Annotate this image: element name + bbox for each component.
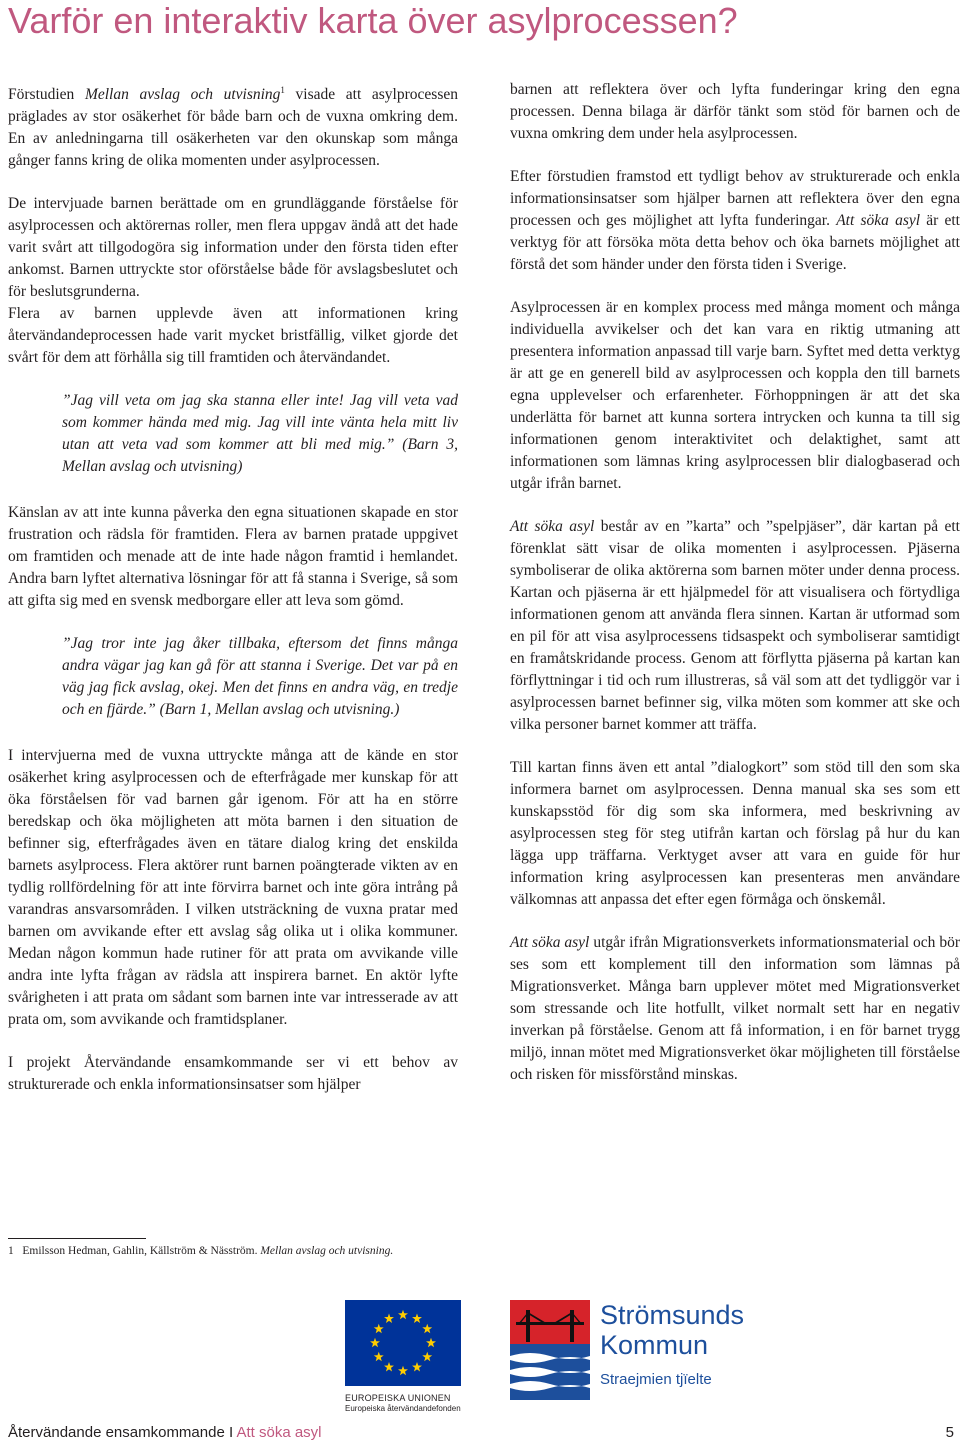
text-run: är ett verktyg för att försöka möta detta behov och öka barnets möjlighet att förstå det som händer under den första tiden i Sverige.: [510, 212, 960, 273]
paragraph-return-information: Flera av barnen upplevde även att informationen kring återvändandeprocessen hade varit mycket bristfällig, vilket gjorde det svårt för dem att förhålla sig till framtiden och återvändandet.: [8, 305, 458, 367]
footer-publication: Återvändande ensamkommande: [8, 1424, 225, 1441]
text-run: visade att asylprocessen präglades av stor osäkerhet för både barn och de vuxna omkring dem. En av anledningarna till osäkerheten var den okunskap som många gånger fanns kring de olika momenten under asylprocessen.: [8, 86, 458, 170]
paragraph-intro: [8, 79, 458, 172]
eu-logo-line2: Europeiska återvändandefonden: [345, 1404, 461, 1413]
right-column: [510, 79, 960, 1107]
quote-child-1: ”Jag tror inte jag åker tillbaka, eftersom det finns många andra vägar jag kan gå för att stanna i Sverige. Det var på en väg jag fick avslag, okej. Men det finns en andra väg, en tredje och en fjärde.” (Barn 1, Mellan avslag och utvisning.): [62, 635, 458, 719]
paragraph-migrationsverket: [510, 932, 960, 1086]
tool-name: Att söka asyl: [836, 212, 921, 229]
left-column: [8, 79, 458, 1117]
footnote-authors: Emilsson Hedman, Gahlin, Källström & Näsström.: [22, 1245, 261, 1257]
footnote-number: 1: [8, 1245, 14, 1257]
footnote-work-title: Mellan avslag och utvisning.: [260, 1245, 394, 1257]
eu-flag-icon: [345, 1300, 461, 1386]
quote-child-3: ”Jag vill veta om jag ska stanna eller inte! Jag vill veta vad som kommer hända med mig. Jag vill inte vänta hela mitt liv utan att veta vad som kommer att bli med mig.” (Barn 3, Mellan avslag och utvisning): [62, 392, 458, 476]
paragraph-complex-process: Asylprocessen är en komplex process med många moment och många individuella avvikelser och det kan vara en riktig utmaning att presentera information anpassad till varje barn. Syftet med detta verktyg är att ge en generell bild av asylprocessen och koppla den till barnets egna upplevelser och erfarenheter. Förhoppningen är att det ska underlätta för barnet att kunna sortera intrycken och kunna ta till sig informationen genom interaktivitet och delaktighet, samt att informationen som lämnas kring asylprocessen blir dialogbaserad och utgår ifrån barnet.: [510, 299, 960, 492]
footnote-divider: [8, 1238, 146, 1239]
stromsunds-kommun-logo: [510, 1300, 770, 1400]
paragraph-children-understanding: De intervjuade barnen berättade om en grundläggande förståelse för asylprocessen och aktörernas roller, men flera uppgav ändå att det hade varit svårt att tillgodogöra sig information under den första tiden efter ankomst. Barnen uttryckte stor oförståelse både för avslagsbeslutet och för beslutsgrunderna.: [8, 195, 458, 301]
kommun-line2: Kommun: [600, 1330, 709, 1360]
footnote-ref[interactable]: 1: [280, 85, 285, 95]
paragraph-adult-interviews: I intervjuerna med de vuxna uttryckte många att de kände en stor osäkerhet kring asylprocessen och de efterfrågade mer kunskap för att öka förståelsen för vad barnen går igenom. För att ha en större beredskap och öka möjligheten att möta barnen i den situation de befinner sig, efterfrågades även en tätare dialog kring det enskilda barnets asylprocess. Flera aktörer runt barnen poängterade vikten av en tydlig rollfördelning för att inte förvirra barnet och inte göra intrång på varandras ansvarsområden. I vilken utsträckning de vuxna pratar med barnen om avvikande efter ett avslag såg olika ut i olika kommuner. Medan någon kommun hade rutiner för att prata om avvikande ville andra inte lyfta frågan av rädsla att inspirera barnet. En aktör lyfte svårigheten i att prata om sådant som barnen inte var intresserade av att prata om, som avvikande och framtidsplaner.: [8, 747, 458, 1029]
kommun-emblem-icon: [510, 1300, 590, 1400]
footer-document-title: Att söka asyl: [236, 1424, 322, 1441]
page-title: Varför en interaktiv karta över asylprocessen?: [8, 0, 738, 41]
footer-separator: I: [224, 1424, 237, 1441]
paragraph-dialogue-cards: Till kartan finns även ett antal ”dialogkort” som stöd till den som ska informera barnet om asylprocessen. Denna manual ska ses som ett kunskapsstöd för dig som ska informera, med beskrivning av asylprocessen steg för steg utifrån kartan och förslag på hur du kan lägga upp träffarna. Verktyget avser att vara en guide för hur information kring asylprocessen kan presenteras men användare välkomnas att anpassa det efter egen förmåga och önskemål.: [510, 759, 960, 908]
kommun-line1: Strömsunds: [600, 1300, 745, 1330]
text-run: utgår ifrån Migrationsverkets informationsmaterial och bör ses som ett komplement till den information som lämnas på Migrationsverket. Många barn upplever mötet med Migrationsverket som stressande och lite hotfullt, vilket normalt sett har en negativ inverkan på förståelse. Genom att få information, i en för barnet trygg miljö, innan mötet med Migrationsverket ökar möjligheten till förståelse och risken för missförstånd minskas.: [510, 934, 960, 1083]
tool-name: Att söka asyl: [510, 934, 590, 951]
eu-logo-line1: EUROPEISKA UNIONEN: [345, 1393, 451, 1403]
text-run: Förstudien: [8, 86, 85, 104]
text-run: består av en ”karta” och ”spelpjäser”, där kartan på ett förenklat sätt visar de olika momenten i asylprocessen. Pjäserna symboliserar de olika aktörerna som barnen möter under denna process. Kartan och pjäserna är ett hjälpmedel för att visualisera och förtydliga informationen genom att använda flera sinnen. Kartan är utformad som en pil för att visa asylprocessens tidsaspekt och symboliserar samtidigt en framåtskridande process. Genom att förflytta pjäserna på kartan kan förflyttningar i tid och rum illustreras, så väl som att det tydliggör var i asylprocessen barnet befinner sig, vilka möten som kommer att ske och vilka personer barnet kommer att träffa.: [510, 518, 960, 733]
paragraph-tool-purpose: [510, 166, 960, 276]
tool-name: Att söka asyl: [510, 518, 595, 535]
kommun-line3: Straejmien tjïelte: [600, 1371, 712, 1388]
eu-logo: [345, 1300, 461, 1414]
page-footer: [8, 1423, 956, 1443]
paragraph-project-need: I projekt Återvändande ensamkommande ser vi ett behov av strukturerade och enkla informationsinsatser som hjälper: [8, 1054, 458, 1094]
study-title: Mellan avslag och utvisning: [84, 86, 281, 104]
paragraph-map-and-pieces: [510, 516, 960, 736]
text-run: Efter förstudien framstod ett tydligt behov av strukturerade och enkla informationsinsatser som hjälper barnen att reflektera över den egna processen och ges möjlighet att lyfta funderingar.: [510, 168, 960, 229]
paragraph-continuation: barnen att reflektera över och lyfta funderingar kring den egna processen. Denna bilaga är därför tänkt som stöd för barnen och de vuxna omkring dem under hela asylprocessen.: [510, 81, 960, 142]
paragraph-frustration: Känslan av att inte kunna påverka den egna situationen skapade en stor frustration och rädsla för framtiden. Flera av barnen pratade uppgivet om framtiden och menade att de inte hade någon framtid i hemlandet. Andra barn lyftet alternativa lösningar för att få stanna i Sverige, så som att gifta sig med en svensk medborgare eller att leva som gömd.: [8, 504, 458, 610]
footnote: [8, 1243, 393, 1259]
page-number: 5: [945, 1424, 954, 1441]
kommun-wordmark: [600, 1300, 744, 1390]
